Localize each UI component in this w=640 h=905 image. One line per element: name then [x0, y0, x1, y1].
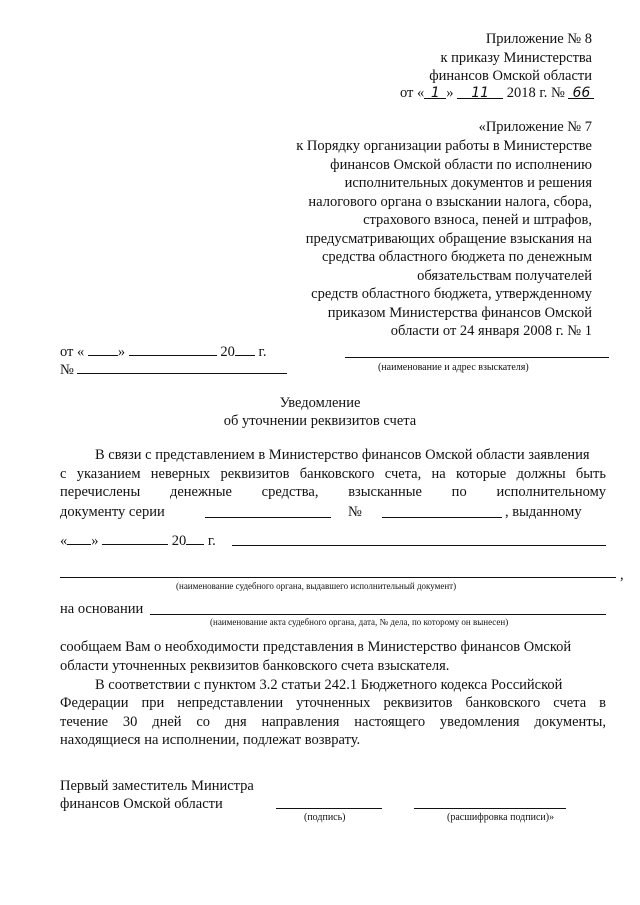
header-month: 11 [471, 85, 490, 101]
doc-subtitle: об уточнении реквизитов счета [223, 413, 417, 429]
header-date-line [400, 84, 594, 102]
date2-year-field[interactable] [186, 530, 204, 545]
body-p2-line2: области уточненных реквизитов банковского счета взыскателя. [60, 658, 450, 674]
date2-close: » [91, 533, 99, 549]
header-number: 66 [572, 85, 591, 101]
basis-caption: (наименование акта судебного органа, дата, № дела, по которому он вынесен) [210, 617, 509, 627]
body-p3-line4: находящиеся на исполнении, подлежат возврату. [60, 732, 361, 748]
form-number-field[interactable] [77, 359, 287, 374]
appendix-line-12: области от 24 января 2008 г. № 1 [390, 323, 592, 339]
basis-label: на основании [60, 601, 144, 617]
body-p3-line2: Федерации при непредставлении уточненных реквизитов банковского счета в [60, 695, 606, 711]
appendix-line-2: к Порядку организации работы в Министерстве [296, 138, 592, 154]
body-p1-line2: с указанием неверных реквизитов банковского счета, на которые должны быть [60, 466, 606, 482]
appendix-line-8: средства областного бюджета по денежным [321, 249, 592, 265]
series-field[interactable] [205, 517, 331, 518]
recipient-field[interactable] [345, 357, 609, 358]
form-number-line [60, 359, 287, 379]
date2-extra-field[interactable] [232, 545, 606, 546]
form-number-sign: № [60, 362, 74, 378]
court-comma: , [620, 567, 624, 583]
form-day-field[interactable] [88, 341, 118, 356]
recipient-caption: (наименование и адрес взыскателя) [378, 362, 529, 373]
court-field[interactable] [60, 577, 616, 578]
form-date-from: от « [60, 344, 85, 360]
form-year-prefix: 20 [220, 344, 235, 360]
date2-g: г. [207, 533, 216, 549]
date2-day-field[interactable] [67, 530, 91, 545]
body-p3-line3: течение 30 дней со дня направления настоящего уведомления документы, [60, 714, 606, 730]
body-p1-line4c: , выданному [505, 504, 582, 520]
header-date-prefix: от « [400, 85, 425, 101]
signature-decode-field[interactable] [414, 808, 566, 809]
body-p1-line4b: № [348, 504, 362, 520]
doc-number-field[interactable] [382, 517, 502, 518]
signature-field[interactable] [276, 808, 382, 809]
form-date-line [60, 341, 266, 361]
body-p1-line4a: документу серии [60, 504, 165, 520]
header-day-field [424, 84, 446, 99]
form-year-field[interactable] [235, 341, 255, 356]
appendix-line-6: страхового взноса, пеней и штрафов, [363, 212, 592, 228]
form-year-g: г. [258, 344, 267, 360]
date2-year-prefix: 20 [171, 533, 187, 549]
header-day: 1 [430, 85, 440, 101]
appendix-line-3: финансов Омской области по исполнению [330, 157, 592, 173]
header-line-1: Приложение № 8 [485, 31, 592, 47]
signer-position-line2: финансов Омской области [60, 796, 223, 812]
signer-position-line1: Первый заместитель Министра [60, 778, 254, 794]
header-date-mid: » [446, 85, 454, 101]
appendix-line-4: исполнительных документов и решения [344, 175, 592, 191]
body-p3-line1: В соответствии с пунктом 3.2 статьи 242.1 Бюджетного кодекса Российской [95, 677, 563, 693]
signature-caption: (подпись) [304, 812, 346, 823]
appendix-line-7: предусматривающих обращение взыскания на [305, 231, 592, 247]
signature-decode-caption: (расшифровка подписи)» [447, 812, 555, 823]
header-line-2: к приказу Министерства [440, 50, 592, 66]
date2-open: « [60, 533, 68, 549]
appendix-line-1: «Приложение № 7 [478, 119, 592, 135]
header-year-number: 2018 г. № [506, 85, 565, 101]
doc-title: Уведомление [279, 395, 361, 411]
header-number-field [568, 84, 594, 99]
body-p1-line1: В связи с представлением в Министерство финансов Омской области заявления [95, 447, 590, 463]
form-date-quote: » [117, 344, 126, 360]
form-month-field[interactable] [129, 341, 217, 356]
date2-line [60, 530, 216, 550]
body-p1-line3: перечислены денежные средства, взысканные по исполнительному [60, 484, 606, 500]
date2-month-field[interactable] [102, 530, 168, 545]
appendix-line-10: средств областного бюджета, утвержденному [311, 286, 592, 302]
basis-field[interactable] [150, 614, 606, 615]
body-p2-line1: сообщаем Вам о необходимости представления в Министерство финансов Омской [60, 639, 572, 655]
appendix-line-11: приказом Министерства финансов Омской [327, 305, 592, 321]
court-caption: (наименование судебного органа, выдавшего исполнительный документ) [176, 581, 457, 591]
header-month-field [457, 84, 503, 99]
header-line-3: финансов Омской области [429, 68, 592, 84]
appendix-line-9: обязательствам получателей [417, 268, 592, 284]
appendix-line-5: налогового органа о взыскании налога, сбора, [308, 194, 592, 210]
